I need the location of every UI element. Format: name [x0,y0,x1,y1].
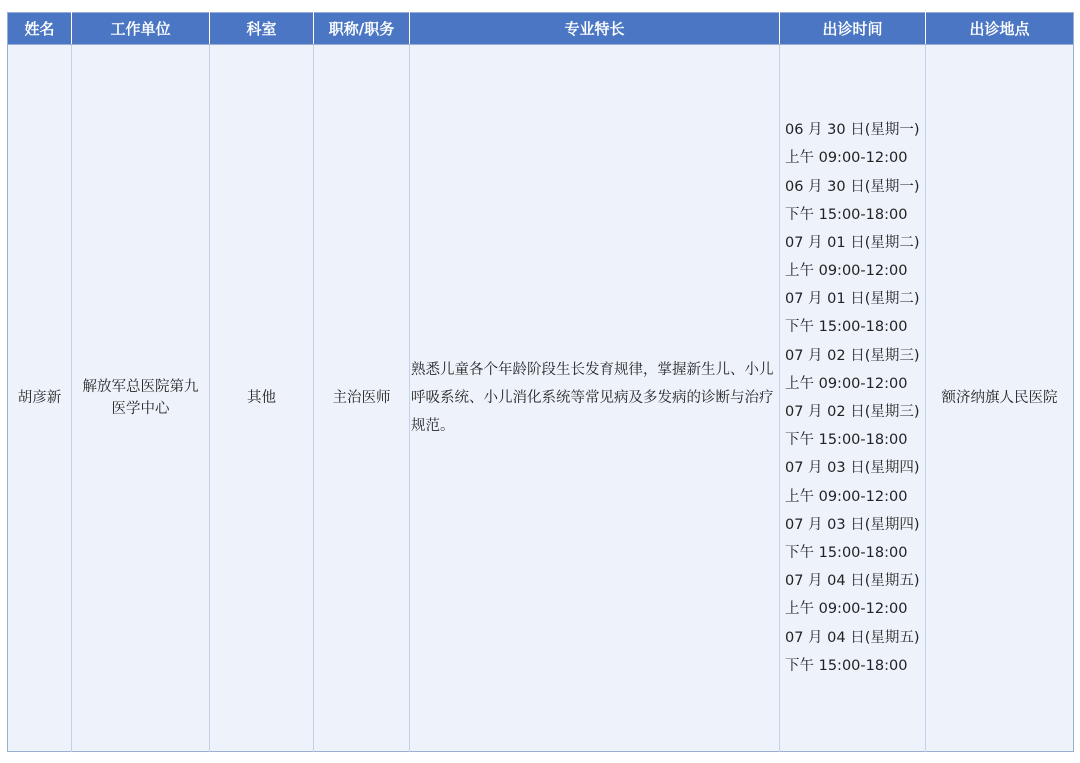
table-header-row [8,13,1074,45]
header-department: 科室 [210,13,314,45]
time-line: 下午 15:00-18:00 [785,206,908,223]
time-line: 07 月 01 日(星期二) [785,234,920,251]
cell-name: 胡彦新 [8,45,72,752]
header-workplace: 工作单位 [72,13,210,45]
header-time: 出诊时间 [780,13,926,45]
cell-location: 额济纳旗人民医院 [926,45,1074,752]
time-line: 上午 09:00-12:00 [785,488,908,505]
time-line: 07 月 01 日(星期二) [785,291,920,308]
cell-times [780,45,926,752]
time-line: 上午 09:00-12:00 [785,263,908,280]
time-line: 下午 15:00-18:00 [785,432,908,449]
header-name: 姓名 [8,13,72,45]
header-specialty: 专业特长 [410,13,780,45]
time-line: 07 月 03 日(星期四) [785,460,920,477]
schedule-table-container [7,12,1073,752]
header-location: 出诊地点 [926,13,1074,45]
time-line: 07 月 04 日(星期五) [785,573,920,590]
cell-specialty: 熟悉儿童各个年龄阶段生长发育规律，掌握新生儿、小儿呼吸系统、小儿消化系统等常见病及多发病的诊断与治疗规范。 [410,45,780,752]
time-line: 上午 09:00-12:00 [785,375,908,392]
time-line: 07 月 02 日(星期三) [785,347,920,364]
time-line: 上午 09:00-12:00 [785,150,908,167]
cell-title: 主治医师 [314,45,410,752]
time-line: 07 月 02 日(星期三) [785,404,920,420]
time-line: 下午 15:00-18:00 [785,544,908,561]
time-line: 下午 15:00-18:00 [785,319,908,336]
time-line: 06 月 30 日(星期一) [785,178,920,195]
time-line: 06 月 30 日(星期一) [785,122,920,139]
time-line: 下午 15:00-18:00 [785,657,908,674]
cell-department: 其他 [210,45,314,752]
time-line: 上午 09:00-12:00 [785,601,908,618]
doctor-schedule-table [7,12,1074,752]
cell-workplace: 解放军总医院第九医学中心 [72,45,210,752]
table-row [8,45,1074,752]
time-line: 07 月 04 日(星期五) [785,629,920,646]
header-title: 职称/职务 [314,13,410,45]
time-line: 07 月 03 日(星期四) [785,516,920,533]
